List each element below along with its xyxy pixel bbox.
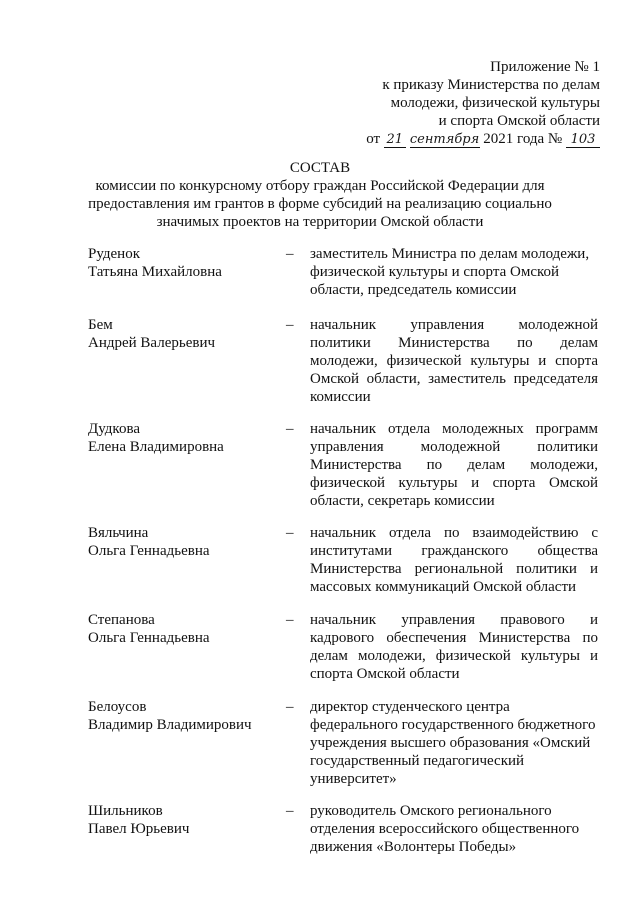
- document-title: СОСТАВ: [289, 160, 351, 176]
- appendix-header: [366, 58, 600, 148]
- member-dash: –: [286, 612, 294, 628]
- member-role: начальник отдела молодежных программ управления молодежной политики Министерства по делам молодежи, физической культуры и спорта Омской области, секретарь комиссии: [310, 421, 598, 509]
- member-surname: Руденок: [88, 246, 141, 262]
- member-surname: Дудкова: [88, 421, 140, 437]
- document-subtitle: [70, 177, 570, 231]
- member-role: директор студенческого центра федерального государственного бюджетного учреждения высшего образования «Омский государственный педагогический университет»: [310, 699, 596, 787]
- member-dash: –: [286, 317, 294, 333]
- date-year-text: 2021 года №: [483, 131, 563, 147]
- appendix-order-line: к приказу Министерства по делам: [382, 77, 600, 93]
- member-name: [88, 802, 268, 838]
- handwritten-month: сентября: [409, 132, 480, 147]
- member-given-names: Павел Юрьевич: [88, 821, 190, 837]
- handwritten-order-number: 103: [566, 132, 600, 148]
- member-role: заместитель Министра по делам молодежи, физической культуры и спорта Омской области, председатель комиссии: [310, 246, 590, 298]
- member-dash: –: [286, 246, 294, 262]
- member-name: [88, 245, 268, 281]
- member-given-names: Ольга Геннадьевна: [88, 630, 210, 646]
- handwritten-day: 21: [384, 132, 406, 148]
- member-name: [88, 316, 268, 352]
- member-given-names: Елена Владимировна: [88, 439, 224, 455]
- appendix-ministry-line: молодежи, физической культуры: [390, 95, 600, 111]
- subtitle-line: комиссии по конкурсному отбору граждан Российской Федерации для: [95, 178, 545, 194]
- appendix-region-line: и спорта Омской области: [438, 113, 600, 129]
- member-name: [88, 611, 268, 647]
- member-dash: –: [286, 803, 294, 819]
- member-surname: Белоусов: [88, 699, 147, 715]
- subtitle-line: предоставления им грантов в форме субсидий на реализацию социально: [88, 196, 552, 212]
- member-given-names: Ольга Геннадьевна: [88, 543, 210, 559]
- subtitle-line: значимых проектов на территории Омской области: [156, 214, 484, 230]
- member-role: руководитель Омского регионального отделения всероссийского общественного движения «Волонтеры Победы»: [310, 803, 580, 855]
- member-name: [88, 420, 268, 456]
- member-surname: Степанова: [88, 612, 155, 628]
- member-dash: –: [286, 525, 294, 541]
- member-surname: Шильников: [88, 803, 163, 819]
- member-given-names: Андрей Валерьевич: [88, 335, 216, 351]
- member-role: начальник управления молодежной политики Министерства по делам молодежи, физической культуры и спорта Омской области, заместитель председателя комиссии: [310, 317, 598, 405]
- member-role: начальник управления правового и кадрового обеспечения Министерства по делам молодежи, физической культуры и спорта Омской области: [310, 612, 598, 682]
- member-surname: Бем: [88, 317, 113, 333]
- order-date-line: [366, 130, 600, 148]
- appendix-title: Приложение № 1: [490, 59, 600, 75]
- member-role: начальник отдела по взаимодействию с институтами гражданского общества Министерства региональной политики и массовых коммуникаций Омской области: [310, 525, 598, 595]
- document-title-block: [70, 159, 570, 231]
- member-surname: Вяльчина: [88, 525, 149, 541]
- member-given-names: Владимир Владимирович: [88, 717, 252, 733]
- member-dash: –: [286, 421, 294, 437]
- member-name: [88, 698, 268, 734]
- member-name: [88, 524, 268, 560]
- date-prefix: от: [366, 131, 381, 147]
- member-dash: –: [286, 699, 294, 715]
- member-given-names: Татьяна Михайловна: [88, 264, 222, 280]
